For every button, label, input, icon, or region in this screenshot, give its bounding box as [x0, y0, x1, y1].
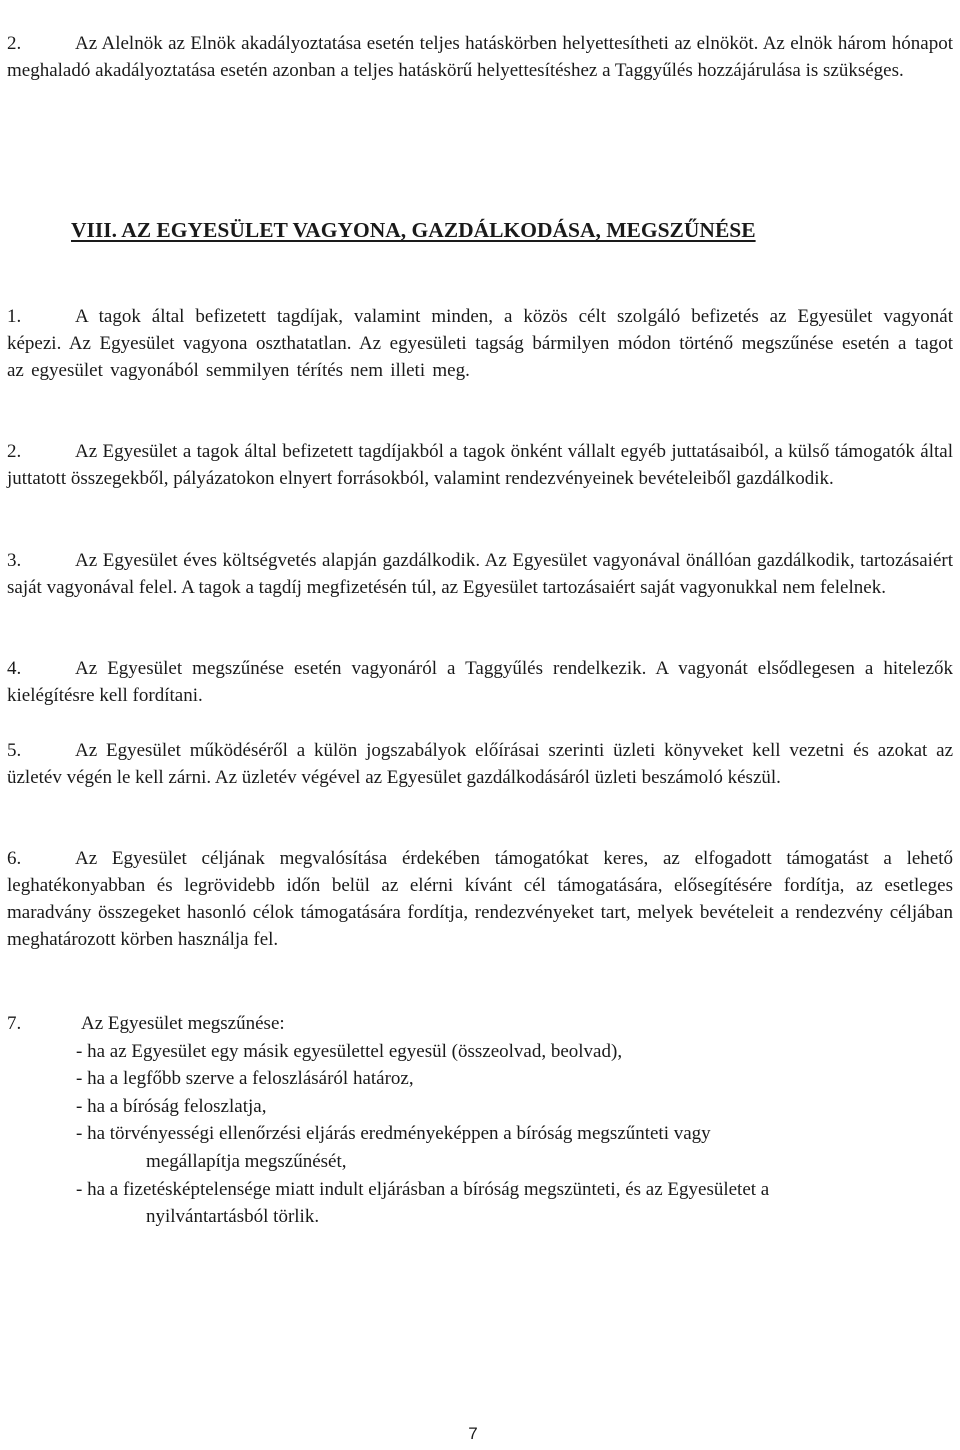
paragraph-number: 3. — [7, 550, 22, 571]
paragraph-number: 5. — [7, 740, 22, 761]
paragraph-6 — [7, 845, 953, 953]
list-item-continuation: nyilvántartásból törlik. — [146, 1206, 320, 1228]
section-heading: VIII. AZ EGYESÜLET VAGYONA, GAZDÁLKODÁSA, MEGSZŰNÉSE — [71, 218, 756, 242]
list-item: - ha a legfőbb szerve a feloszlásáról határoz, — [76, 1068, 414, 1090]
paragraph-number: 6. — [7, 848, 22, 869]
list-item: - ha törvényességi ellenőrzési eljárás eredményeképpen a bíróság megszűnteti vagy — [76, 1123, 711, 1145]
termination-intro-text: Az Egyesület megszűnése: — [81, 1013, 285, 1034]
paragraph-text: Az Egyesület éves költségvetés alapján gazdálkodik. Az Egyesület vagyonával önállóan gazdálkodik, tartozásaiért saját vagyonával felel. A tagok a tagdíj megfizetésén túl, az Egyesület tartozásaiért saját vagyonukkal nem felelnek. — [7, 550, 953, 598]
paragraph-5 — [7, 737, 953, 791]
list-item-continuation: megállapítja megszűnését, — [146, 1150, 347, 1172]
termination-intro — [7, 1010, 953, 1038]
paragraph-1 — [7, 303, 953, 384]
paragraph-text: Az Egyesület működéséről a külön jogszabályok előírásai szerinti üzleti könyveket kell vezetni és azokat az üzletév végén le kell zárni. Az üzletév végével az Egyesület gazdálkodásáról üzleti beszámoló készül. — [7, 740, 953, 788]
paragraph-number: 2. — [7, 441, 22, 462]
paragraph-number: 2. — [7, 33, 22, 54]
paragraph-alelnok — [7, 30, 953, 84]
paragraph-number: 1. — [7, 306, 22, 327]
termination-list — [7, 1010, 953, 1231]
paragraph-text: Az Egyesület a tagok által befizetett tagdíjakból a tagok önként vállalt egyéb juttatásaiból, a külső támogatók által juttatott összegekből, pályázatokon elnyert forrásokból, valamint rendezvényeinek bevételeiből gazdálkodik. — [7, 441, 953, 489]
list-item: - ha a fizetésképtelensége miatt indult eljárásban a bíróság megszünteti, és az Egyesületet a — [76, 1178, 770, 1200]
list-item: - ha az Egyesület egy másik egyesülettel egyesül (összeolvad, beolvad), — [76, 1040, 623, 1062]
paragraph-text: Az Alelnök az Elnök akadályoztatása esetén teljes hatáskörben helyettesítheti az elnököt. Az elnök három hónapot meghaladó akadályoztatása esetén azonban a teljes hatáskörű helyettesítéshez a Taggyűlés hozzájárulása is szükséges. — [7, 33, 953, 81]
paragraph-3 — [7, 547, 953, 601]
list-item: - ha a bíróság feloszlatja, — [76, 1095, 267, 1117]
paragraph-2 — [7, 438, 953, 492]
paragraph-4 — [7, 655, 953, 709]
paragraph-text: A tagok által befizetett tagdíjak, valamint minden, a közös célt szolgáló befizetés az Egyesület vagyonát képezi. Az Egyesület vagyona oszthatatlan. Az egyesületi tagság bármilyen módon történő megszűnése esetén a tagot az egyesület vagyonából semmilyen térítés nem illeti meg. — [7, 306, 953, 381]
paragraph-number: 4. — [7, 658, 22, 679]
page-number: 7 — [468, 1424, 478, 1443]
paragraph-number: 7. — [7, 1013, 22, 1034]
paragraph-text: Az Egyesület céljának megvalósítása érdekében támogatókat keres, az elfogadott támogatást a lehető leghatékonyabban és legrövidebb időn belül az elérni kívánt cél támogatására, elősegítésére fordítja, az esetleges maradvány összegeket hasonló célok támogatására fordítja, rendezvényeket tart, melyek bevételeit a rendezvény céljában meghatározott körben használja fel. — [7, 848, 953, 950]
paragraph-text: Az Egyesület megszűnése esetén vagyonáról a Taggyűlés rendelkezik. A vagyonát elsődlegesen a hitelezők kielégítésre kell fordítani. — [7, 658, 953, 706]
